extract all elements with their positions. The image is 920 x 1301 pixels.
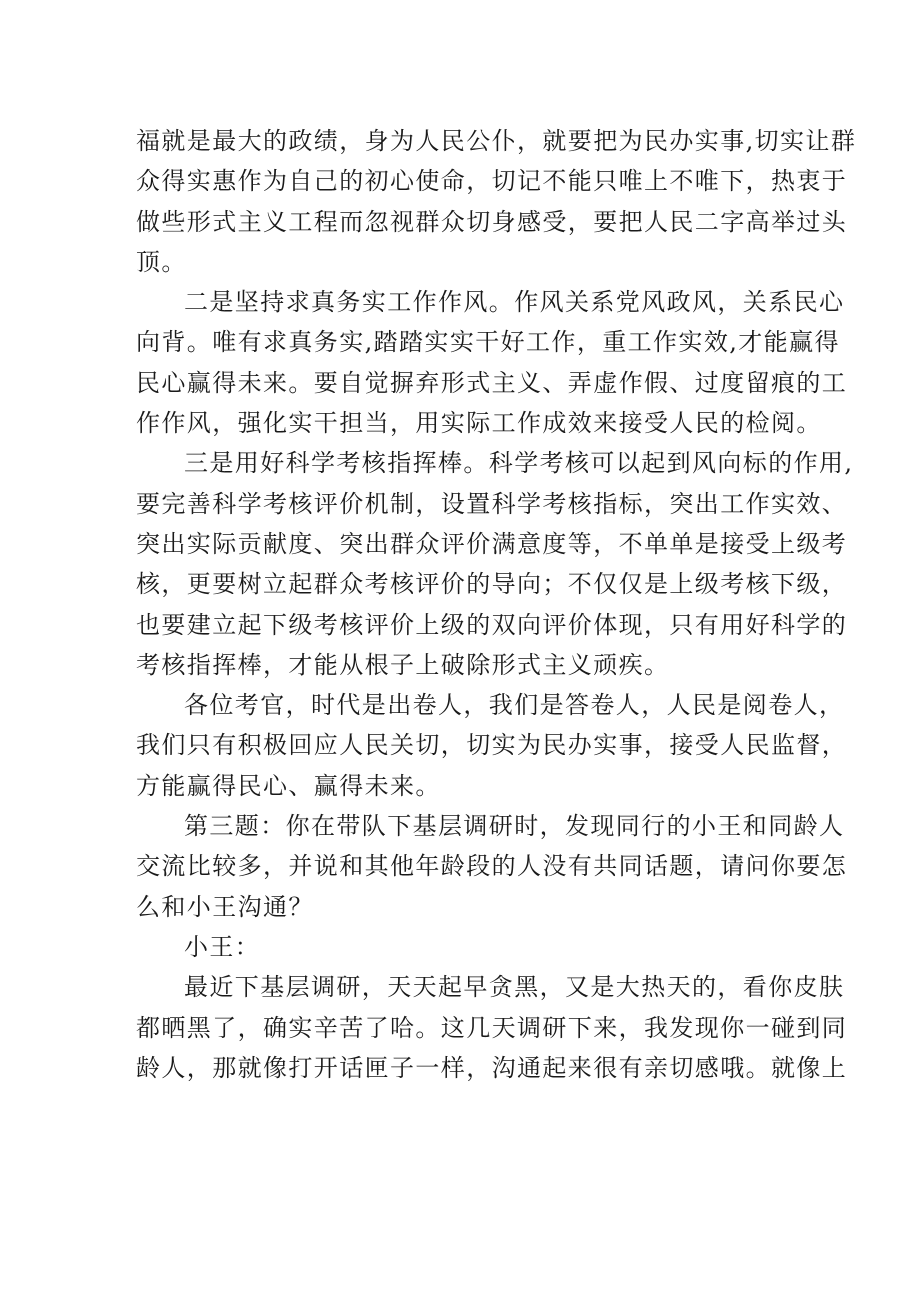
text-line: 龄人，那就像打开话匣子一样，沟通起来很有亲切感哦。就像上 [136,1053,848,1082]
text-line: 突出实际贡献度、突出群众评价满意度等，不单单是接受上级考 [136,529,848,558]
text-line: 二是坚持求真务实工作作风。作风关系党风政风，关系民心 [184,288,845,317]
text-line: 要完善科学考核评价机制，设置科学考核指标，突出工作实效、 [136,489,848,518]
paragraph-7 [136,967,848,1088]
paragraph-5 [136,806,848,927]
text-line: 小王： [184,932,261,961]
text-line: 交流比较多，并说和其他年龄段的人没有共同话题，请问你要怎 [136,852,848,881]
paragraph-3 [136,443,854,685]
text-line: 向背。唯有求真务实,踏踏实实干好工作，重工作实效,才能赢得 [136,328,840,357]
text-line: 顶。 [136,247,187,276]
text-line: 么和小王沟通？ [136,892,314,921]
paragraph-4 [136,685,848,806]
text-line: 三是用好科学考核指挥棒。科学考核可以起到风向标的作用, [184,449,854,478]
document-body [136,121,857,1088]
paragraph-1 [136,121,857,282]
text-line: 做些形式主义工程而忽视群众切身感受，要把人民二字高举过头 [136,207,848,236]
text-line: 方能赢得民心、赢得未来。 [136,771,441,800]
text-line: 最近下基层调研，天天起早贪黑，又是大热天的，看你皮肤 [184,973,845,1002]
text-line: 核，更要树立起群众考核评价的导向；不仅仅是上级考核下级， [136,570,848,599]
text-line: 考核指挥棒，才能从根子上破除形式主义顽疾。 [136,650,670,679]
text-line: 民心赢得未来。要自觉摒弃形式主义、弄虚作假、过度留痕的工 [136,368,848,397]
text-line: 众得实惠作为自己的初心使命，切记不能只唯上不唯下，热衷于 [136,167,848,196]
text-line: 我们只有积极回应人民关切，切实为民办实事，接受人民监督， [136,731,848,760]
text-line: 第三题：你在带队下基层调研时，发现同行的小王和同龄人 [184,812,845,841]
text-line: 都晒黑了，确实辛苦了哈。这几天调研下来，我发现你一碰到同 [136,1013,848,1042]
paragraph-6 [136,927,808,967]
text-line: 福就是最大的政绩，身为人民公仆，就要把为民办实事,切实让群 [136,127,857,155]
text-line: 各位考官，时代是出卷人，我们是答卷人，人民是阅卷人， [184,691,845,720]
text-line: 也要建立起下级考核评价上级的双向评价体现，只有用好科学的 [136,610,848,639]
text-line: 作作风，强化实干担当，用实际工作成效来接受人民的检阅。 [136,409,822,438]
paragraph-2 [136,282,848,443]
